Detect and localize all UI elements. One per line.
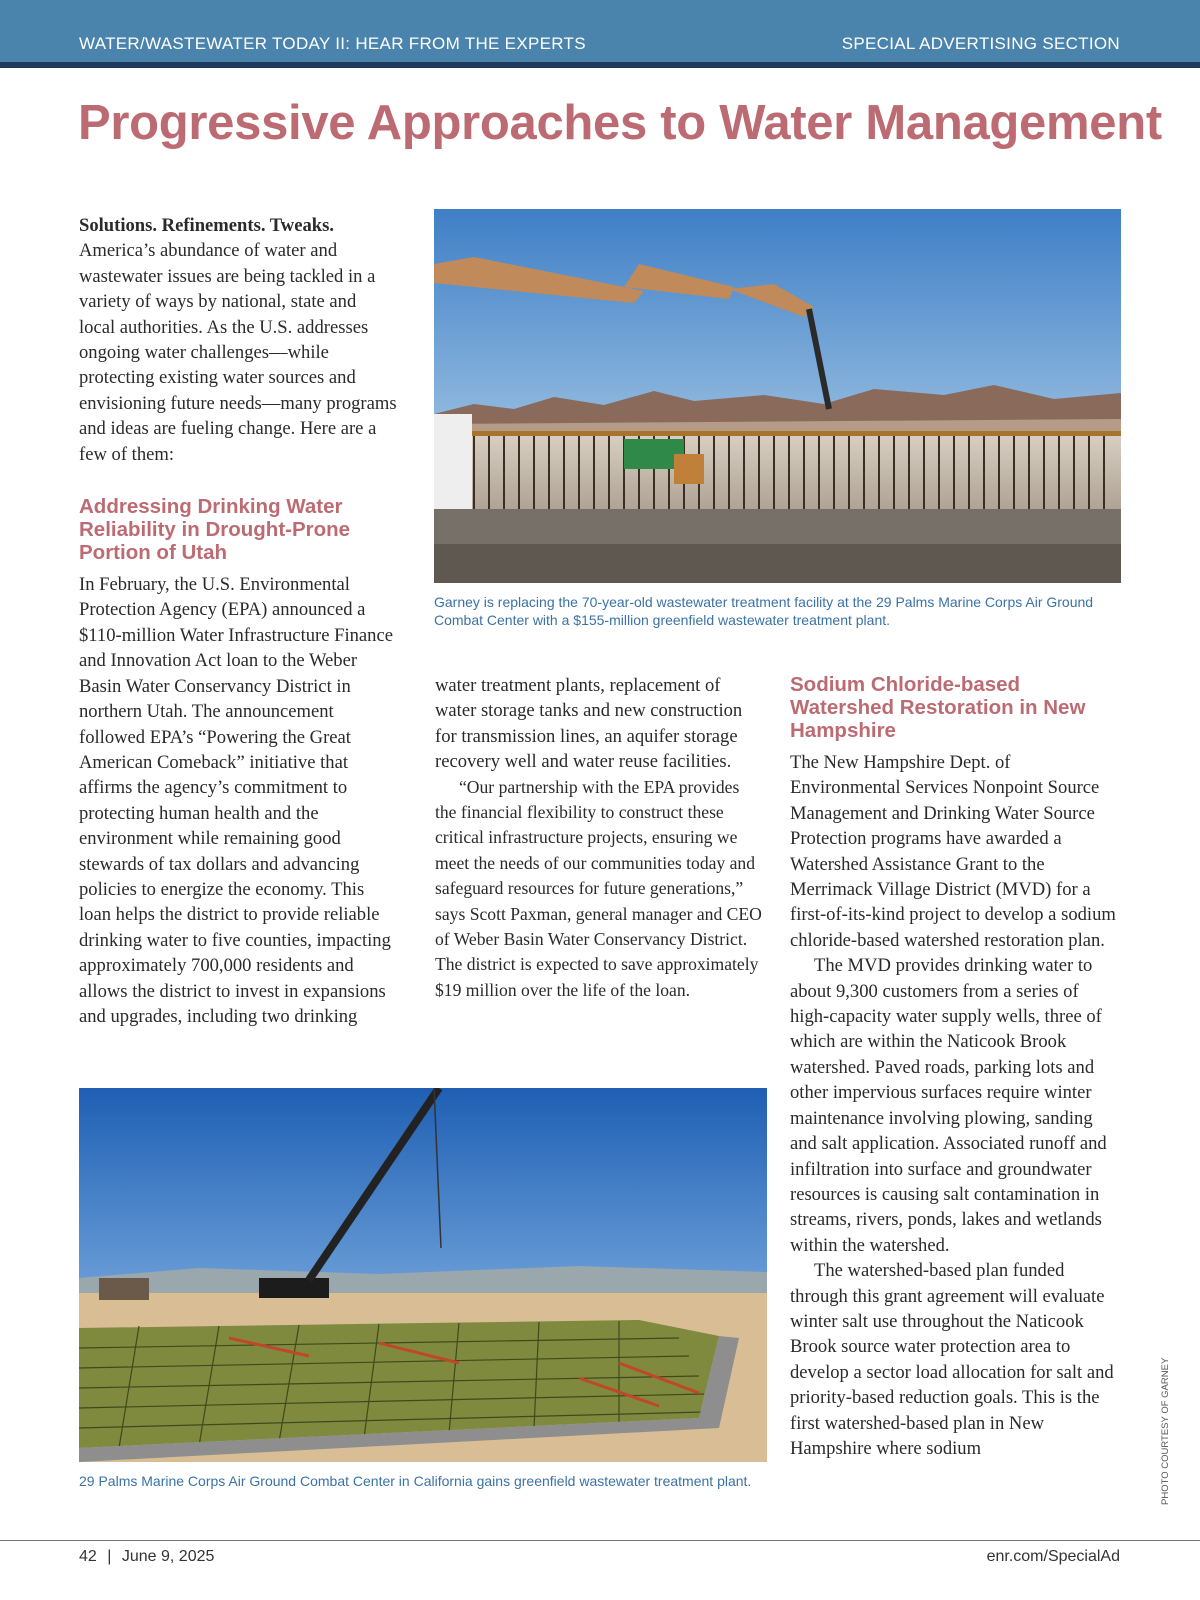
header-rule xyxy=(0,62,1200,68)
bottom-photo-caption: 29 Palms Marine Corps Air Ground Combat Center in California gains greenfield wastewater treatment plant. xyxy=(79,1473,752,1489)
right-column xyxy=(790,673,1120,1461)
nh-body-p1: The New Hampshire Dept. of Environmental Services Nonpoint Source Management and Drinking Water Source Protection programs have awarded a Watershed Assistance Grant to the Merrimack Village District (MVD) for a first-of-its-kind project to develop a sodium chloride-based watershed restoration plan. xyxy=(790,752,1116,951)
middle-column xyxy=(435,673,765,1003)
footer-separator: | xyxy=(107,1548,112,1565)
utah-body-col1: In February, the U.S. Environmental Protection Agency (EPA) announced a $110-million Water Infrastructure Finance and Innovation Act loan to the Weber Basin Water Conservancy District in northern Utah. The announcement followed EPA’s “Powering the Great American Comeback” initiative that affirms the agency’s commitment to protecting human health and the environment while remaining good stewards of tax dollars and advancing policies to energize the economy. This loan helps the district to provide reliable drinking water to five counties, impacting approximately 700,000 residents and allows the district to invest in expansions and upgrades, including two drinking xyxy=(79,574,393,1027)
section-title: WATER/WASTEWATER TODAY II: HEAR FROM THE EXPERTS xyxy=(79,34,586,53)
photo-credit: PHOTO COURTESY OF GARNEY xyxy=(1160,1357,1171,1505)
footer-page-info xyxy=(79,1548,214,1566)
nh-heading: Sodium Chloride-based Watershed Restoration in New Hampshire xyxy=(790,673,1086,742)
utah-heading: Addressing Drinking Water Reliability in Drought-Prone Portion of Utah xyxy=(79,495,351,565)
utah-body-col2-p1: water treatment plants, replacement of water storage tanks and new construction for transmission lines, an aquifer storage recovery well and water reuse facilities. xyxy=(435,675,743,773)
intro-lede: Solutions. Refinements. Tweaks. xyxy=(79,215,335,236)
section-label: SPECIAL ADVERTISING SECTION xyxy=(841,34,1120,53)
utah-body-col2-p2: “Our partnership with the EPA provides the financial flexibility to construct these critical infrastructure projects, ensuring we meet the needs of our communities today and safeguard resources for future generations,” says Scott Paxman, general manager and CEO of Weber Basin Water Conservancy District. The district is expected to save approximately $19 million over the life of the loan. xyxy=(435,776,762,1000)
footer-url[interactable]: enr.com/SpecialAd xyxy=(986,1548,1120,1565)
issue-date: June 9, 2025 xyxy=(121,1548,215,1565)
construction-pump-photo xyxy=(434,209,1121,583)
crane-rebar-photo xyxy=(79,1088,767,1462)
footer-rule xyxy=(0,1540,1200,1541)
top-photo-caption: Garney is replacing the 70-year-old wastewater treatment facility at the 29 Palms Marine Corps Air Ground Combat Center with a $155-million greenfield wastewater treatment plant. xyxy=(434,594,1094,628)
page-title: Progressive Approaches to Water Management xyxy=(78,96,1162,150)
left-column xyxy=(79,213,397,1029)
nh-body-p3: The watershed-based plan funded through this grant agreement will evaluate winter salt use throughout the Naticook Brook source water protection area to develop a sector load allocation for salt and priority-based reduction goals. This is the first watershed-based plan in New Hampshire where sodium xyxy=(790,1260,1114,1459)
intro-body: America’s abundance of water and wastewater issues are being tackled in a variety of ways by national, state and local authorities. As the U.S. addresses ongoing water challenges—while protecting existing water sources and envisioning future needs—many programs and ideas are fueling change. Here are a few of them: xyxy=(79,240,397,465)
nh-body-p2: The MVD provides drinking water to about 9,300 customers from a series of high-capacity water supply wells, three of which are within the Naticook Brook watershed. Paved roads, parking lots and other impervious surfaces require winter maintenance involving plowing, sanding and salt application. Associated runoff and infiltration into surface and groundwater resources is causing salt contamination in streams, rivers, ponds, lakes and wetlands within the watershed. xyxy=(790,955,1107,1256)
page-number: 42 xyxy=(79,1548,97,1565)
